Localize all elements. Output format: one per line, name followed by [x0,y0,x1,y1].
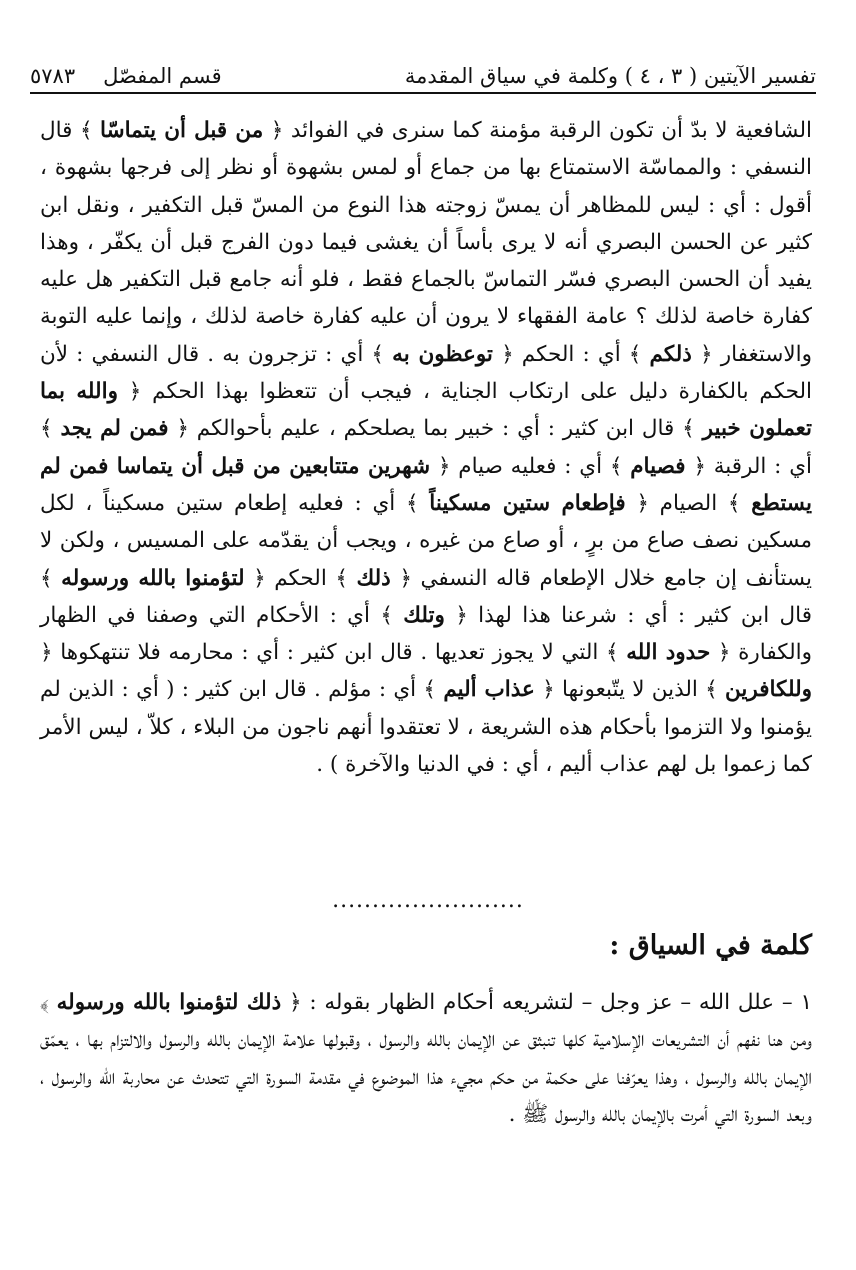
text-segment: ﴾ أي : الرقبة ﴿ [40,416,813,479]
text-segment: ﴾ أي : الحكم ﴿ [501,341,642,367]
text-segment: ﴾ أي : فعليه صيام ﴿ [437,453,623,479]
quran-quote: عذاب أليم [443,677,535,703]
section-heading: كلمة في السياق : [609,930,812,961]
quran-quote: فصيام [630,453,686,479]
quran-quote: لتؤمنوا بالله ورسوله [61,565,245,591]
text-segment: ﴾ الصيام ﴿ [636,490,741,516]
text-segment: ﴾ الحكم ﴿ [253,565,348,591]
quran-quote: شهرين متتابعين من قبل أن يتماسا فمن لم يستطع [40,453,812,516]
quran-quote: فمن لم يجد [60,416,169,442]
quran-quote: وللكافرين [725,677,813,703]
context-text [40,984,812,1133]
quran-quote: من قبل أن يتماسّا [100,118,264,143]
text-segment: ﴾ أي : تزجرون به . قال النسفي : لأن الحكم بالكفارة دليل على ارتكاب الجناية ، فيجب أن تتعظوا بهذا الحكم ﴿ [40,341,812,405]
text-segment: ﴾ ومن هنا نفهم أن التشريعات الإسلامية كلها تنبثق عن الإيمان بالله والرسول ، وقبولها علامة الإيمان بالله والرسول والالتزام بها ، يعمّق الإيمان بالله والرسول ، وهذا يعرّفنا على حكمة من حكم مجيء هذا الموضوع في مقدمة السورة التي تتحدث عن محاربة الله والرسول ، وبعد السورة التي أمرت بالإيمان بالله والرسول ﷺ . [40,990,812,1127]
text-segment: ﴾ أي : فعليه إطعام ستين مسكيناً ، لكل مسكين نصف صاع من برٍ ، أو صاع من غيره ، ويجب أن يقدّمه على المسيس ، ولكن لا يستأنف إن جامع خلال الإطعام قاله النسفي ﴿ [40,490,812,591]
commentary-paragraph [40,112,812,783]
quran-quote: حدود الله [626,640,711,666]
text-segment: ﴾ قال ابن كثير : أي : شرعنا هذا لهذا ﴿ [40,565,812,628]
quran-quote: فإطعام ستين مسكيناً [429,490,626,516]
quran-quote: ذلكم [649,341,692,367]
commentary-text [40,112,812,783]
quran-quote: ذلك لتؤمنوا بالله ورسوله [56,990,282,1015]
text-segment: ١ – علل الله – عز وجل – لتشريعه أحكام الظهار بقوله : ﴿ [288,990,812,1015]
quran-quote: توعظون به [392,341,493,367]
header-rule [30,92,816,94]
text-segment: ﴾ قال ابن كثير : أي : خبير بما يصلحكم ، عليم بأحوالكم ﴿ [176,416,695,442]
text-segment: ﴾ قال النسفي : والمماسّة الاستمتاع بها من جماع أو لمس بشهوة أو نظر إلى فرجها بشهوة ، أقول : أي : ليس للمظاهر أن يمسّ زوجته هذا النوع من المسّ قبل التكفير ، ونقل ابن كثير عن الحسن البصري أنه لا يرى بأساً أن يغشى فيما دون الفرج قبل أن يكفّر ، وهذا يفيد أن الحسن البصري فسّر التماسّ بالجماع فقط ، فلو أنه جامع قبل التكفير هل عليه كفارة خاصة لذلك ؟ عامة الفقهاء لا يرون أن عليه كفارة خاصة لذلك ، وإنما عليه التوبة والاستغفار ﴿ [40,118,813,367]
context-paragraph [40,984,812,1133]
section-separator: ........................ [332,888,524,913]
quran-quote: والله بما تعملون خبير [40,379,813,442]
text-segment: الشافعية لا بدّ أن تكون الرقبة مؤمنة كما سنرى في الفوائد ﴿ [270,118,812,143]
header-left-group [30,64,222,88]
running-title: تفسير الآيتين ( ٣ ، ٤ ) وكلمة في سياق المقدمة [404,64,816,88]
text-segment: ﴾ أي : مؤلم . قال ابن كثير : ( أي : الذين لم يؤمنوا ولا التزموا بأحكام هذه الشريعة ، لا تعتقدوا أنهم ناجون من البلاء ، كلاّ ، ليس الأمر كما زعموا بل لهم عذاب أليم ، أي : في الدنيا والآخرة ) . [40,677,812,778]
page-header [30,48,816,88]
text-segment: ﴾ الذين لا يتّبعونها ﴿ [542,677,718,703]
quran-quote: وتلك [403,602,445,628]
quran-quote: ذلك [356,565,391,591]
text-segment: ﴾ أي : الأحكام التي وصفنا في الظهار والكفارة ﴿ [40,602,812,666]
section-name: قسم المفصّل [103,64,222,88]
text-segment: ﴾ التي لا يجوز تعديها . قال ابن كثير : أي : محارمه فلا تنتهكوها ﴿ [40,640,619,666]
page-number: ٥٧٨٣ [30,64,76,88]
